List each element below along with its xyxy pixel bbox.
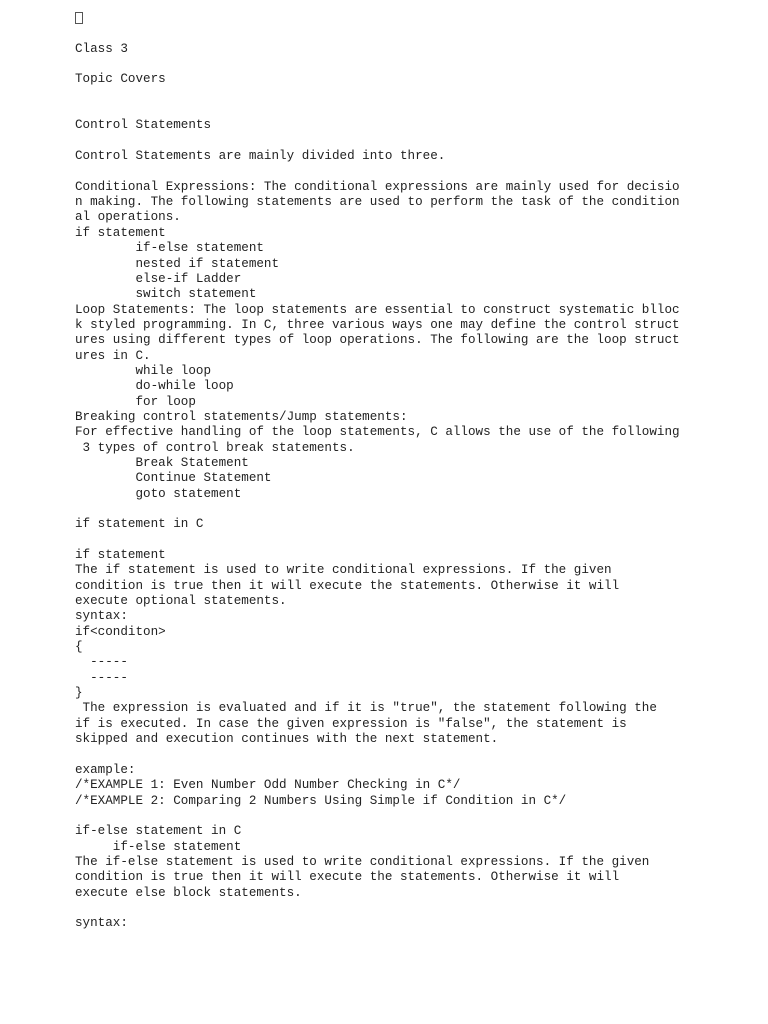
text-line: al operations. [75, 210, 181, 225]
text-line: execute else block statements. [75, 885, 302, 900]
list-item: Break Statement [75, 455, 249, 470]
code-line: /*EXAMPLE 1: Even Number Odd Number Checking in C*/ [75, 778, 461, 793]
text-line: if statement [75, 225, 166, 240]
code-line: ----- [75, 655, 128, 670]
missing-glyph-icon [75, 11, 765, 26]
code-line: { [75, 640, 83, 655]
text-line [75, 164, 765, 179]
text-line [75, 103, 765, 118]
list-item: else-if Ladder [75, 271, 242, 286]
text-line: ures using different types of loop operations. The following are the loop struct [75, 333, 680, 348]
text-line: k styled programming. In C, three various ways one may define the control struct [75, 317, 680, 332]
section-heading: if statement in C [75, 517, 204, 532]
code-line: } [75, 686, 83, 701]
text-line [75, 809, 765, 824]
text-line: The if-else statement is used to write conditional expressions. If the given [75, 854, 650, 869]
text-line: Breaking control statements/Jump statements: [75, 409, 408, 424]
text-line [75, 57, 765, 72]
class-title: Class 3 [75, 41, 128, 56]
section-heading: Control Statements [75, 118, 212, 133]
text-line: The expression is evaluated and if it is "true", the statement following the [75, 701, 657, 716]
list-item: nested if statement [75, 256, 280, 271]
code-line: ----- [75, 670, 128, 685]
code-line: if<conditon> [75, 624, 166, 639]
text-line: ures in C. [75, 348, 151, 363]
text-line: if statement [75, 548, 166, 563]
text-line [75, 134, 765, 149]
text-line: For effective handling of the loop statements, C allows the use of the following [75, 425, 680, 440]
list-item: while loop [75, 363, 212, 378]
text-line [75, 26, 765, 41]
text-line: condition is true then it will execute the statements. Otherwise it will [75, 578, 620, 593]
section-heading: if-else statement in C [75, 824, 242, 839]
text-line: syntax: [75, 609, 128, 624]
code-line: /*EXAMPLE 2: Comparing 2 Numbers Using Simple if Condition in C*/ [75, 793, 567, 808]
document-body [75, 11, 765, 932]
text-line: Control Statements are mainly divided into three. [75, 149, 446, 164]
list-item: goto statement [75, 486, 242, 501]
text-line [75, 502, 765, 517]
text-line [75, 748, 765, 763]
text-line [75, 533, 765, 548]
text-line: syntax: [75, 916, 128, 931]
text-line: skipped and execution continues with the next statement. [75, 732, 499, 747]
topic-heading: Topic Covers [75, 72, 166, 87]
text-line: 3 types of control break statements. [75, 440, 355, 455]
list-item: do-while loop [75, 379, 234, 394]
text-line: The if statement is used to write conditional expressions. If the given [75, 563, 612, 578]
text-line: condition is true then it will execute the statements. Otherwise it will [75, 870, 620, 885]
text-line [75, 901, 765, 916]
unknown-character-icon [75, 12, 83, 24]
text-line: Loop Statements: The loop statements are essential to construct systematic blloc [75, 302, 680, 317]
list-item: Continue Statement [75, 471, 272, 486]
list-item: switch statement [75, 287, 257, 302]
list-item: for loop [75, 394, 196, 409]
text-line: execute optional statements. [75, 594, 287, 609]
text-line: if is executed. In case the given expression is "false", the statement is [75, 716, 627, 731]
text-line [75, 88, 765, 103]
text-line: n making. The following statements are used to perform the task of the condition [75, 195, 680, 210]
list-item: if-else statement [75, 241, 264, 256]
text-line: example: [75, 762, 136, 777]
text-line: Conditional Expressions: The conditional expressions are mainly used for decisio [75, 179, 680, 194]
text-line: if-else statement [75, 839, 242, 854]
